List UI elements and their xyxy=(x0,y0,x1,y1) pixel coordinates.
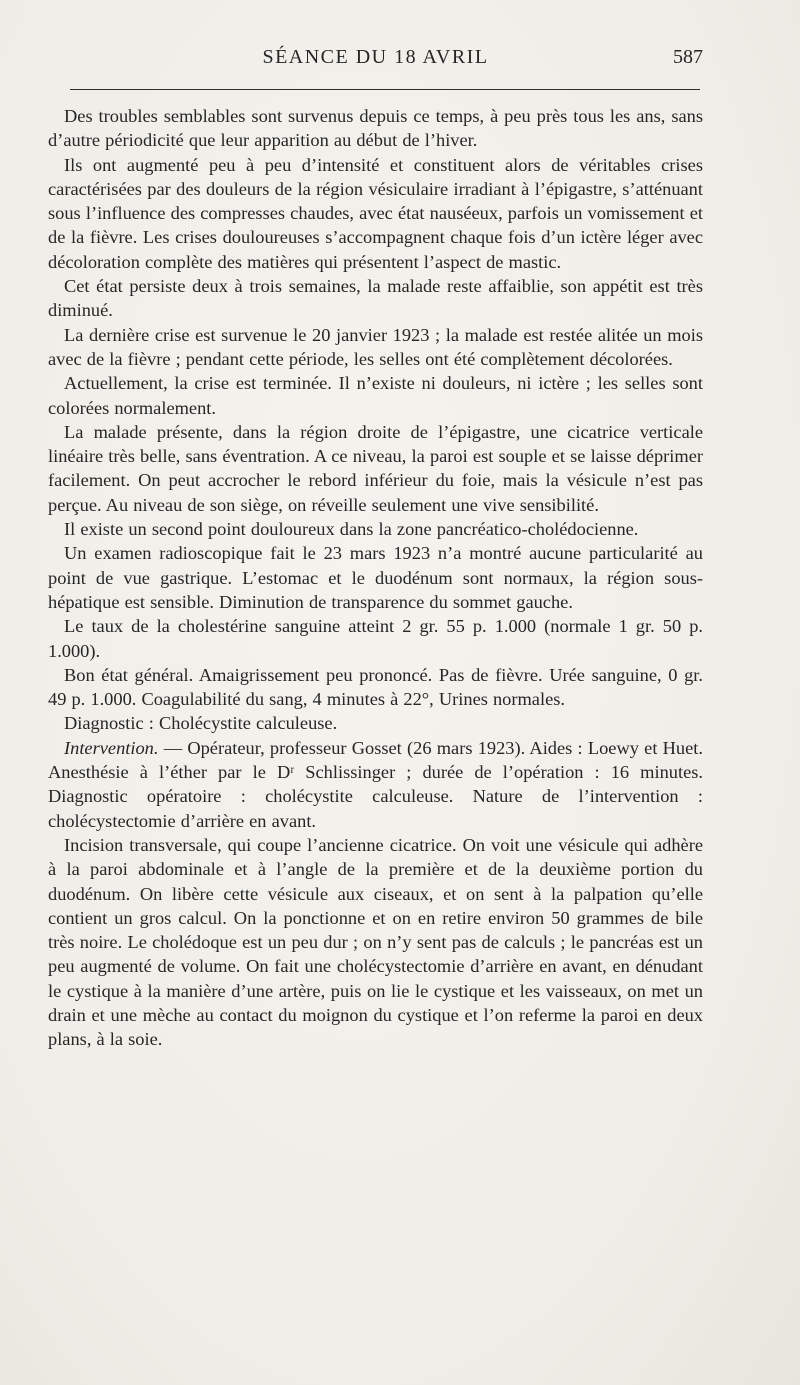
paragraph: Actuellement, la crise est terminée. Il n’existe ni douleurs, ni ictère ; les selles sont colorées normalement. xyxy=(48,373,703,418)
running-head: SÉANCE DU 18 AVRIL xyxy=(262,46,489,68)
intervention-text: — Opérateur, professeur Gosset (26 mars 1923). Aides : Loewy et Huet. Anesthésie à l’éther par le Dʳ Schlissinger ; durée de l’opération : 16 minutes. Diagnostic opératoire : cholécystite calculeuse. Nature de l’intervention : cholécystectomie d’arrière en avant. xyxy=(48,737,703,831)
paragraph: La malade présente, dans la région droite de l’épigastre, une cicatrice verticale linéaire très belle, sans éventration. A ce niveau, la paroi est souple et se laisse déprimer facilement. On peut accrocher le rebord inférieur du foie, mais la vésicule n’est pas perçue. Au niveau de son siège, on réveille seulement une vive sensibilité. xyxy=(48,421,703,515)
body-text xyxy=(48,104,703,1052)
diagnostic-paragraph: Diagnostic : Cholécystite calculeuse. xyxy=(64,713,338,734)
paragraph: Des troubles semblables sont survenus depuis ce temps, à peu près tous les ans, sans d’autre périodicité que leur apparition au début de l’hiver. xyxy=(48,106,703,151)
paragraph: Incision transversale, qui coupe l’ancienne cicatrice. On voit une vésicule qui adhère à la paroi abdominale et à l’angle de la première et de la deuxième portion du duodénum. On libère cette vésicule aux ciseaux, et on sent à la palpation qu’elle contient un gros calcul. On la ponctionne et on en retire environ 50 grammes de bile très noire. Le cholédoque est un peu dur ; on n’y sent pas de calculs ; le pancréas est un peu augmenté de volume. On fait une cholécystectomie d’arrière en avant, en dénudant le cystique à la manière d’une artère, puis on lie le cystique et les vaisseaux, on met un drain et une mèche au contact du moignon du cystique et l’on referme la paroi en deux plans, à la soie. xyxy=(48,834,703,1050)
intervention-heading: Intervention. xyxy=(64,737,159,758)
page-header xyxy=(48,42,703,74)
intervention-paragraph xyxy=(48,736,703,833)
paragraph: Le taux de la cholestérine sanguine atteint 2 gr. 55 p. 1.000 (normale 1 gr. 50 p. 1.000). xyxy=(48,616,703,661)
paragraph: La dernière crise est survenue le 20 janvier 1923 ; la malade est restée alitée un mois avec de la fièvre ; pendant cette période, les selles ont été complètement décolorées. xyxy=(48,324,703,369)
paragraph: Cet état persiste deux à trois semaines, la malade reste affaiblie, son appétit est très diminué. xyxy=(48,276,703,321)
paragraph: Bon état général. Amaigrissement peu prononcé. Pas de fièvre. Urée sanguine, 0 gr. 49 p. 1.000. Coagulabilité du sang, 4 minutes à 22°, Urines normales. xyxy=(48,664,703,710)
header-rule xyxy=(70,89,700,90)
page-number: 587 xyxy=(673,46,703,68)
paragraph: Ils ont augmenté peu à peu d’intensité et constituent alors de véritables crises caractérisées par des douleurs de la région vésiculaire irradiant à l’épigastre, s’atténuant sous l’influence des compresses chaudes, avec état nauséeux, parfois un vomissement et de la fièvre. Les crises douloureuses s’accompagnent chaque fois d’un ictère léger avec décoloration complète des matières qui présentent l’aspect de mastic. xyxy=(48,154,703,272)
paragraph: Un examen radioscopique fait le 23 mars 1923 n’a montré aucune particularité au point de vue gastrique. L’estomac et le duodénum sont normaux, la région sous-hépatique est sensible. Diminution de transparence du sommet gauche. xyxy=(48,543,703,612)
paragraph: Il existe un second point douloureux dans la zone pancréatico-cholédocienne. xyxy=(64,519,639,540)
